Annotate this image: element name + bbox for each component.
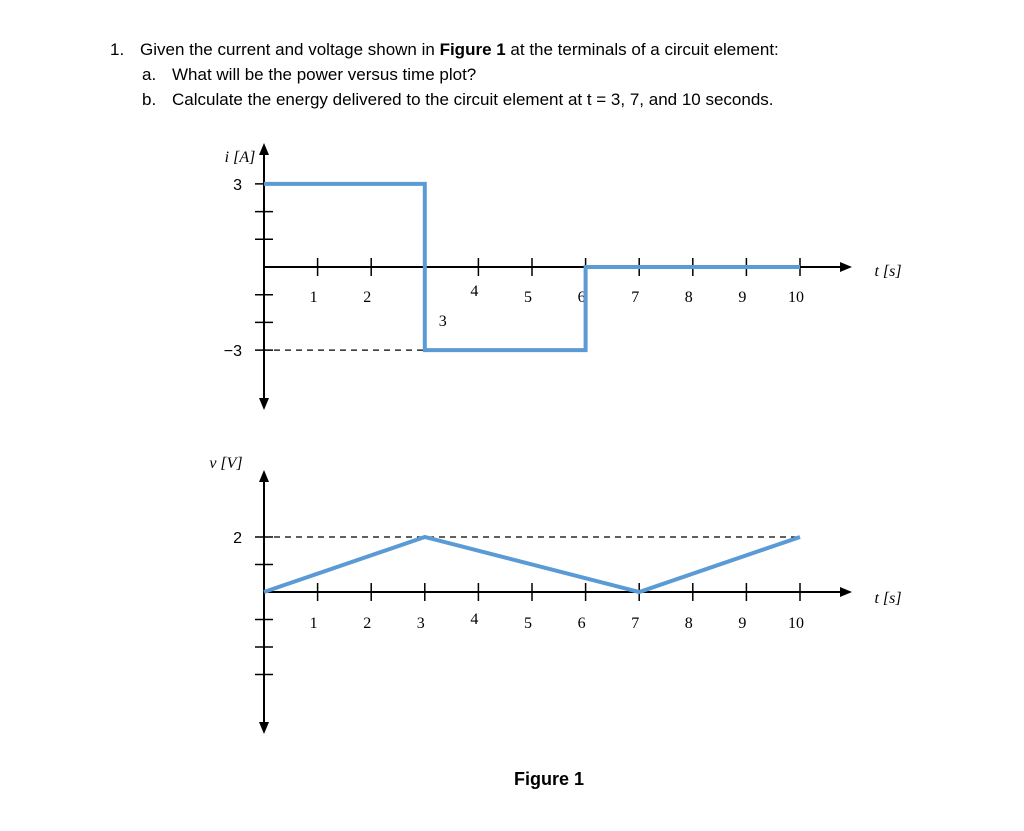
- voltage-x-axis-label: t [s]: [874, 590, 902, 607]
- voltage-y-axis-arrow-down-icon: [259, 722, 269, 734]
- current-x-tick-label: 4: [470, 283, 479, 300]
- question-number: 1.: [110, 40, 125, 59]
- current-x-axis-arrow-icon: [840, 262, 852, 272]
- question-intro-prefix: Given the current and voltage shown in: [140, 40, 440, 59]
- current-x-tick-label: 1: [309, 289, 318, 306]
- voltage-x-tick-label: 2: [363, 615, 372, 632]
- voltage-y-axis-arrow-up-icon: [259, 470, 269, 482]
- voltage-x-axis-arrow-icon: [840, 587, 852, 597]
- current-y-tick-label: −3: [223, 343, 242, 361]
- voltage-x-tick-label: 6: [577, 615, 586, 632]
- voltage-x-tick-label: 8: [684, 615, 693, 632]
- current-x-tick-label: 5: [524, 289, 532, 306]
- voltage-x-tick-label: 4: [470, 611, 479, 628]
- part-b-label: b.: [142, 90, 157, 109]
- question-intro-suffix: at the terminals of a circuit element:: [505, 40, 779, 59]
- voltage-x-tick-label: 5: [524, 615, 532, 632]
- current-x-tick-label: 2: [363, 289, 372, 306]
- voltage-y-tick-label: 2: [233, 530, 242, 547]
- current-x-tick-label: 8: [684, 289, 693, 306]
- current-x-tick-label: 10: [788, 289, 804, 306]
- voltage-x-tick-label: 7: [631, 615, 640, 632]
- current-y-tick-label: 3: [233, 176, 242, 194]
- voltage-y-axis-label: v [V]: [209, 455, 243, 472]
- figure-caption: Figure 1: [513, 769, 584, 789]
- figure-reference: Figure 1: [439, 40, 506, 59]
- voltage-x-tick-label: 10: [788, 615, 804, 632]
- current-y-axis-arrow-up-icon: [259, 143, 269, 155]
- part-a-label: a.: [142, 65, 157, 84]
- current-x-tick-label: 9: [738, 289, 747, 306]
- part-a-text: What will be the power versus time plot?: [172, 65, 477, 84]
- voltage-x-tick-label: 9: [738, 615, 747, 632]
- voltage-x-tick-label: 3: [416, 615, 425, 632]
- current-x-axis-label: t [s]: [874, 263, 902, 280]
- part-b-text: Calculate the energy delivered to the circuit element at t = 3, 7, and 10 seconds.: [172, 90, 774, 109]
- current-x-tick-label: 6: [577, 289, 586, 306]
- current-x-tick-label: 3: [438, 313, 447, 330]
- current-x-tick-label: 7: [631, 289, 640, 306]
- voltage-x-tick-label: 1: [309, 615, 318, 632]
- current-y-axis-arrow-down-icon: [259, 398, 269, 410]
- current-y-axis-label: i [A]: [224, 149, 256, 166]
